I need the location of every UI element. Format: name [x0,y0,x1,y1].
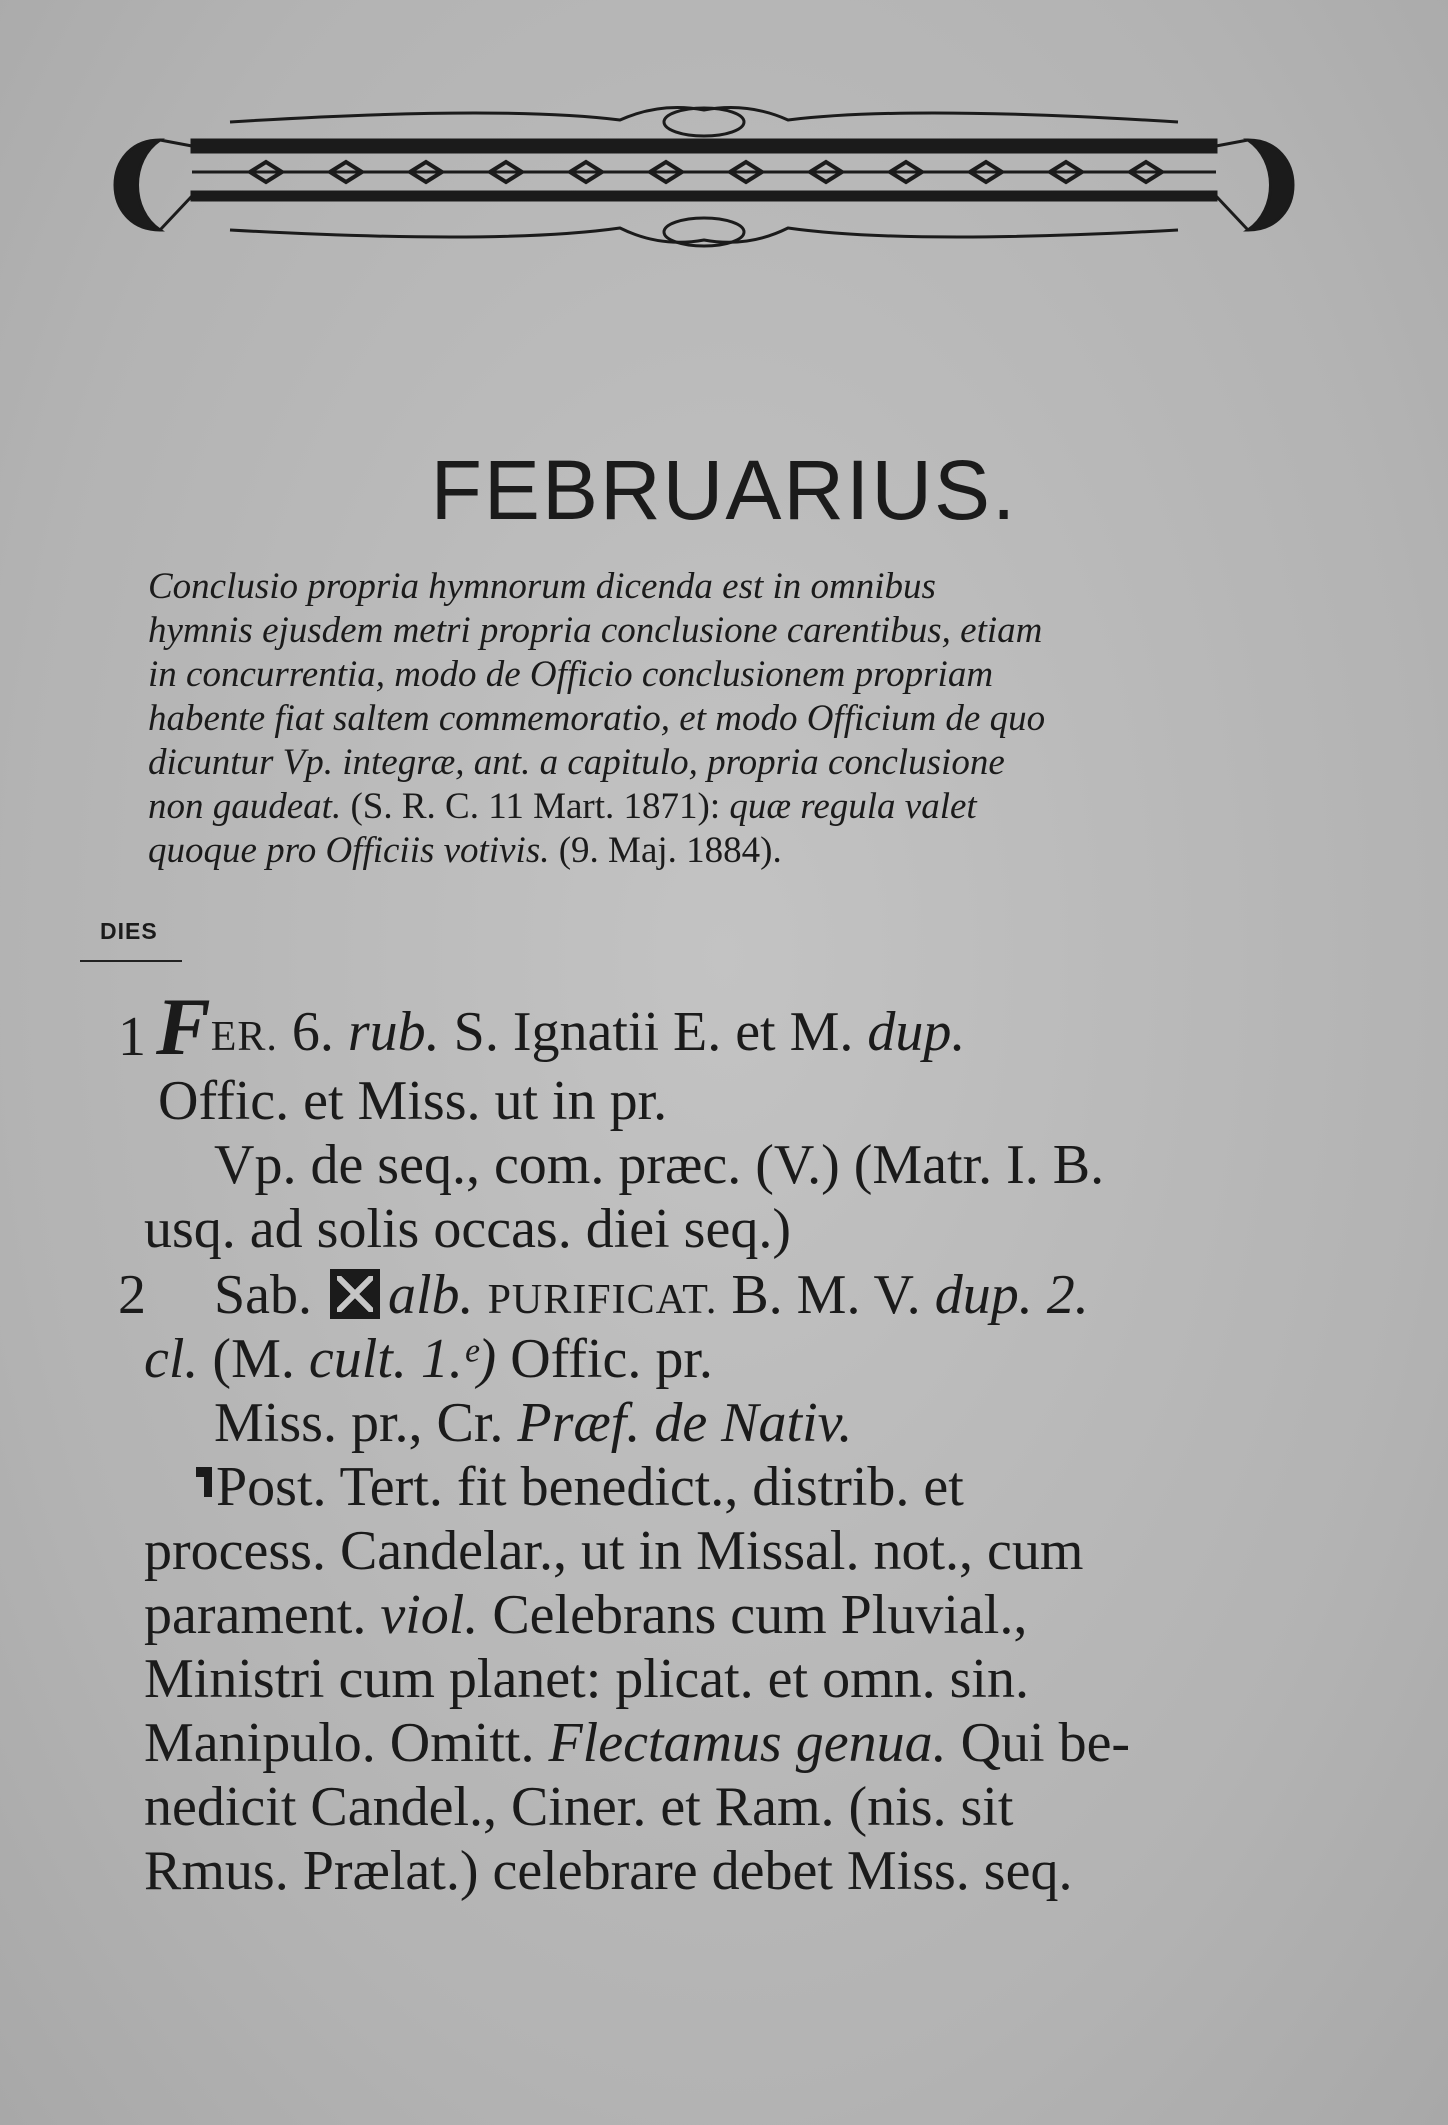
preface: Præf. de Nativ. [517,1392,853,1454]
liturgical-color: rub. [347,1001,440,1063]
rank: dup. [867,1001,966,1063]
entry-smallcaps: ER. [210,1014,278,1060]
liturgical-color: viol. [380,1584,479,1646]
entry-smallcaps: PURIFICAT. [487,1277,718,1323]
rubric-mark-icon [196,1467,212,1497]
entry-line [144,1327,713,1391]
entry-text: parament. [144,1584,381,1646]
entry-text: B. M. V. [717,1264,935,1326]
entry-text: (M. [198,1328,309,1390]
entry-line: process. Candelar., ut in Missal. not., cum [144,1520,1084,1582]
intro-paragraph [148,565,1318,873]
day-number: 1 [118,1006,146,1068]
intro-line: dicuntur Vp. integræ, ant. a capitulo, propria conclusione [148,742,1005,783]
entry-line: Vp. de seq., com. præc. (V.) (Matr. I. B. [214,1134,1105,1196]
page-title: FEBRUARIUS. [430,443,1018,537]
entry-line: Offic. et Miss. ut in pr. [158,1070,668,1132]
intro-line: habente fiat saltem commemoratio, et modo Officium de quo [148,698,1046,739]
cult-note: cult. 1.ᵉ) [308,1328,497,1390]
intro-citation: (S. R. C. 11 Mart. 1871): [350,786,721,827]
intro-text: quoque pro Officiis votivis. [148,830,550,871]
intro-text: quæ regula valet [729,786,977,827]
intro-line: Conclusio propria hymnorum dicenda est in omnibus [148,566,936,607]
entry-text: Post. Tert. fit benedict., distrib. et [216,1456,964,1518]
entry-text: Miss. pr., Cr. [214,1392,518,1454]
intro-text: non gaudeat. [148,786,342,827]
entry-text: Qui be- [946,1712,1131,1774]
entry-text: Manipulo. Omitt. [144,1712,549,1774]
liturgical-color: alb. [388,1264,474,1326]
feast-cross-icon [330,1269,380,1319]
entry-italic: Flectamus genua. [548,1712,947,1774]
entry-line [156,981,966,1072]
intro-line [148,829,1318,873]
entry-line: nedicit Candel., Ciner. et Ram. (nis. sit [144,1776,1014,1838]
day-number: 2 [118,1264,146,1326]
entry-line [196,1455,964,1519]
intro-line: in concurrentia, modo de Officio conclusionem propriam [148,654,994,695]
intro-line [148,785,1318,829]
entry-text: S. Ignatii E. et M. [439,1001,868,1063]
dies-underline [80,960,182,962]
entry-line [144,1711,1130,1775]
entry-line: usq. ad solis occas. diei seq.) [144,1198,791,1260]
entry-line [214,1391,852,1455]
intro-line: hymnis ejusdem metri propria conclusione carentibus, etiam [148,610,1043,651]
entry-text: Celebrans cum Pluvial., [478,1584,1028,1646]
intro-citation: (9. Maj. 1884). [558,830,782,871]
entry-line: Rmus. Prælat.) celebrare debet Miss. seq. [144,1840,1073,1902]
rank: dup. 2. [934,1264,1089,1326]
entry-line [144,1583,1027,1647]
decorated-initial: F [156,981,211,1072]
ornamental-header-border [100,100,1308,270]
entry-line [214,1263,1089,1332]
entry-text: Offic. pr. [496,1328,713,1390]
entry-text: 6. [277,1001,348,1063]
dies-label: DIES [100,918,158,944]
entry-line: Ministri cum planet: plicat. et omn. sin. [144,1648,1029,1710]
entry-text: Sab. [214,1264,312,1326]
rank: cl. [144,1328,199,1390]
